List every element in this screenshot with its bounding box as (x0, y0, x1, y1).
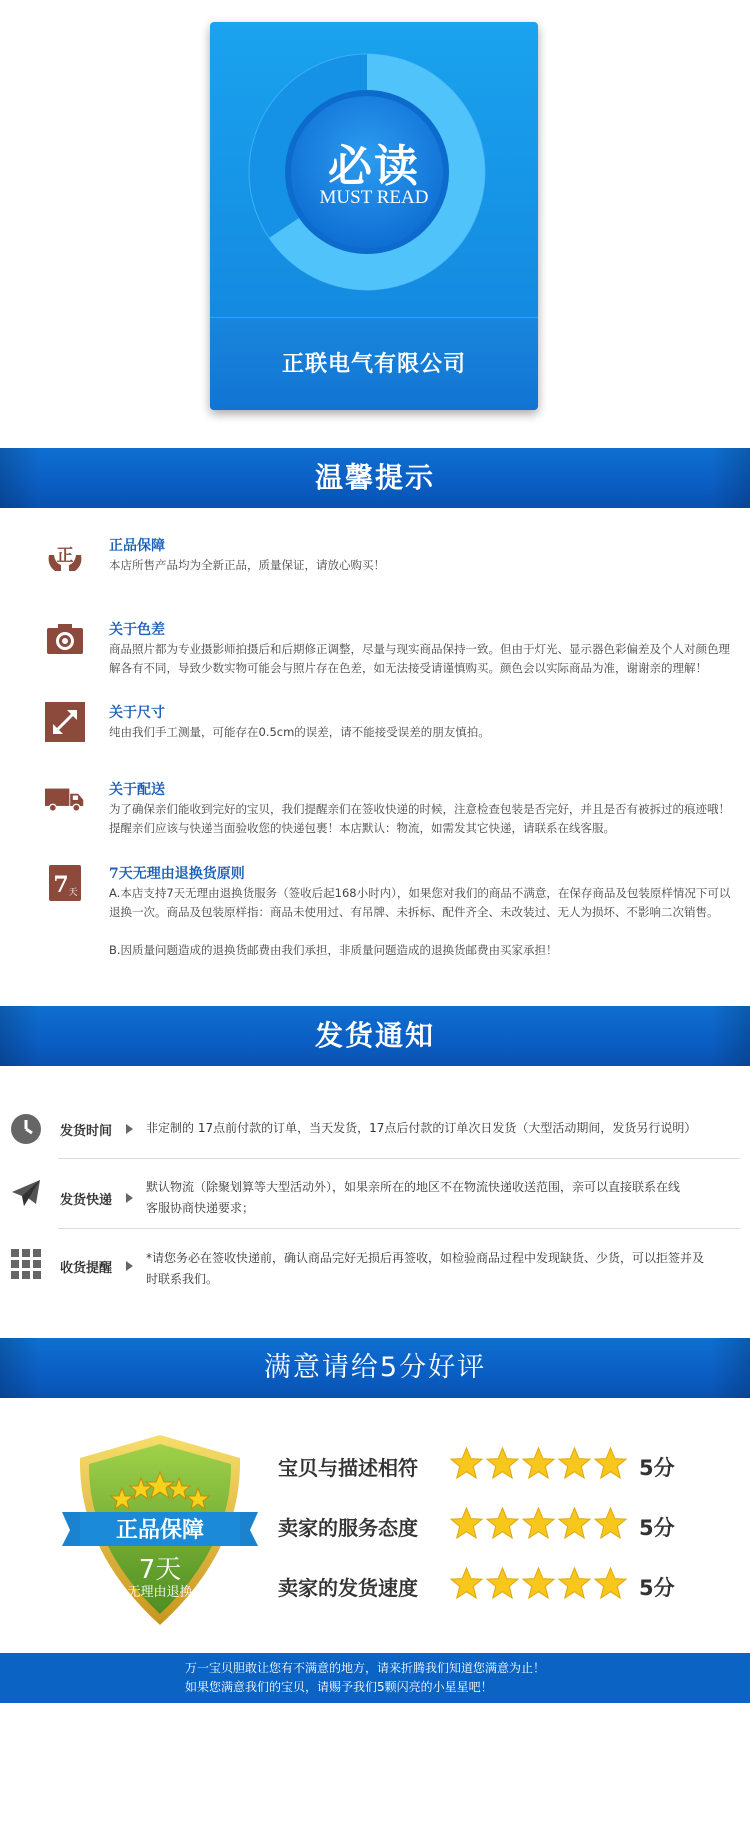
delivery-truck-icon (45, 779, 85, 819)
star-icon (557, 1446, 592, 1481)
svg-text:天: 天 (68, 888, 78, 898)
grid-icon (10, 1248, 42, 1280)
shipping-banner (0, 1006, 750, 1066)
rating-label: 卖家的发货速度 (278, 1576, 418, 1600)
chevron-right-icon (126, 1261, 133, 1271)
tip-title: 正品保障 (109, 538, 165, 554)
rating-score: 5分 (639, 1516, 675, 1540)
authentic-guarantee-badge (60, 1430, 260, 1630)
star-icon (521, 1446, 556, 1481)
shipping-text: 默认物流（除聚划算等大型活动外），如果亲所在的地区不在物流快递收送范围，亲可以直接联系在线客服协商快递要求； (146, 1180, 681, 1215)
chevron-right-icon (126, 1124, 133, 1134)
svg-text:7: 7 (53, 872, 69, 898)
shipping-row-receipt (0, 1232, 750, 1298)
tip-body-text: 纯由我们手工测量，可能存在0.5cm的误差，请不能接受误差的朋友慎拍。 (109, 725, 490, 739)
tip-title: 关于色差 (109, 622, 165, 638)
tip-title: 关于尺寸 (109, 705, 165, 721)
star-icon (557, 1566, 592, 1601)
svg-text:无理由退换: 无理由退换 (127, 1585, 193, 1600)
star-icon (593, 1506, 628, 1541)
tip-body (109, 800, 734, 838)
hero-title: 必读 (328, 141, 420, 192)
rating-label: 卖家的服务态度 (278, 1516, 418, 1540)
tip-body-text: 本店所售产品均为全新正品，质量保证，请放心购买！ (109, 558, 385, 572)
rating-banner-title: 满意请给5分好评 (263, 1352, 487, 1383)
star-icon (593, 1446, 628, 1481)
rating-row-description (275, 1445, 695, 1485)
tip-body (109, 884, 734, 960)
rating-label: 宝贝与描述相符 (278, 1456, 418, 1480)
chevron-right-icon (126, 1193, 133, 1203)
shipping-row-courier (0, 1162, 750, 1228)
tip-body-text: 为了确保亲们能收到完好的宝贝，我们提醒亲们在签收快递的时候，注意检查包装是否完好，并且是否有被拆过的痕迹哦！提醒亲们应该与快递当面验收您的快递包裹！本店默认：物流，如需发其它快递，请联系在线客服。 (109, 802, 730, 835)
tip-body (109, 723, 734, 742)
divider (58, 1158, 740, 1159)
camera-icon (45, 619, 85, 659)
footer-message (0, 1653, 750, 1703)
shipping-label: 发货时间 (60, 1124, 113, 1139)
star-icon (485, 1566, 520, 1601)
star-icon (593, 1566, 628, 1601)
svg-text:正品保障: 正品保障 (115, 1518, 205, 1543)
rating-row-shipping-speed (275, 1565, 695, 1605)
rating-score: 5分 (639, 1456, 675, 1480)
rating-score: 5分 (639, 1576, 675, 1600)
star-icon (485, 1446, 520, 1481)
tip-body (109, 640, 734, 678)
shipping-row-time (0, 1095, 750, 1161)
tips-banner (0, 448, 750, 508)
star-icon (557, 1506, 592, 1541)
shipping-text: 非定制的 17点前付款的订单，当天发货，17点后付款的订单次日发货（大型活动期间，发货另行说明） (146, 1121, 697, 1135)
star-icon (521, 1566, 556, 1601)
tip-title: 7天无理由退换货原则 (109, 866, 245, 882)
hands-authentic-icon (45, 535, 85, 575)
seven-day-calendar-icon (45, 863, 85, 903)
svg-text:正: 正 (56, 546, 74, 566)
shipping-banner-title: 发货通知 (314, 1019, 435, 1052)
must-read-card (210, 22, 538, 410)
shipping-label: 收货提醒 (60, 1261, 113, 1276)
star-icon (449, 1446, 484, 1481)
rating-banner (0, 1338, 750, 1398)
star-icon (449, 1566, 484, 1601)
tip-title: 关于配送 (109, 782, 165, 798)
svg-text:7天: 7天 (138, 1555, 182, 1585)
footer-line: 万一宝贝胆敢让您有不满意的地方，请来折腾我们知道您满意为止！ (185, 1661, 546, 1675)
tips-banner-title: 温馨提示 (314, 461, 435, 494)
shipping-label: 发货快递 (60, 1193, 113, 1208)
airplane-icon (10, 1178, 42, 1210)
resize-arrow-icon (45, 702, 85, 742)
star-icon (449, 1506, 484, 1541)
star-rating (449, 1506, 629, 1542)
shipping-text: *请您务必在签收快递前，确认商品完好无损后再签收，如检验商品过程中发现缺货、少货，可以拒签并及时联系我们。 (146, 1251, 705, 1286)
footer-line: 如果您满意我们的宝贝，请赐予我们5颗闪亮的小星星吧！ (185, 1680, 493, 1694)
tip-body-text: 商品照片都为专业摄影师拍摄后和后期修正调整，尽量与现实商品保持一致。但由于灯光、显示器色彩偏差及个人对颜色理解各有不同，导致少数实物可能会与照片存在色差，如无法接受请谨慎购买。颜色会以实际商品为准，谢谢亲的理解！ (109, 642, 730, 675)
star-icon (485, 1506, 520, 1541)
tip-body (109, 556, 734, 575)
rating-row-service (275, 1505, 695, 1545)
star-rating (449, 1446, 629, 1482)
divider (58, 1228, 740, 1229)
tip-body-text: A.本店支持7天无理由退换货服务（签收后起168小时内），如果您对我们的商品不满意，在保存商品及包装原样情况下可以退换一次。商品及包装原样指：商品未使用过、有吊牌、未拆标、配件齐全、未改装过、无人为损坏、不影响二次销售。 (109, 886, 731, 919)
tip-body-text: B.因质量问题造成的退换货邮费由我们承担，非质量问题造成的退换货邮费由买家承担！ (109, 943, 558, 957)
hero-subtitle: MUST READ (319, 187, 429, 208)
clock-icon (10, 1113, 42, 1145)
star-icon (521, 1506, 556, 1541)
star-rating (449, 1566, 629, 1602)
company-name: 正联电气有限公司 (210, 317, 538, 410)
